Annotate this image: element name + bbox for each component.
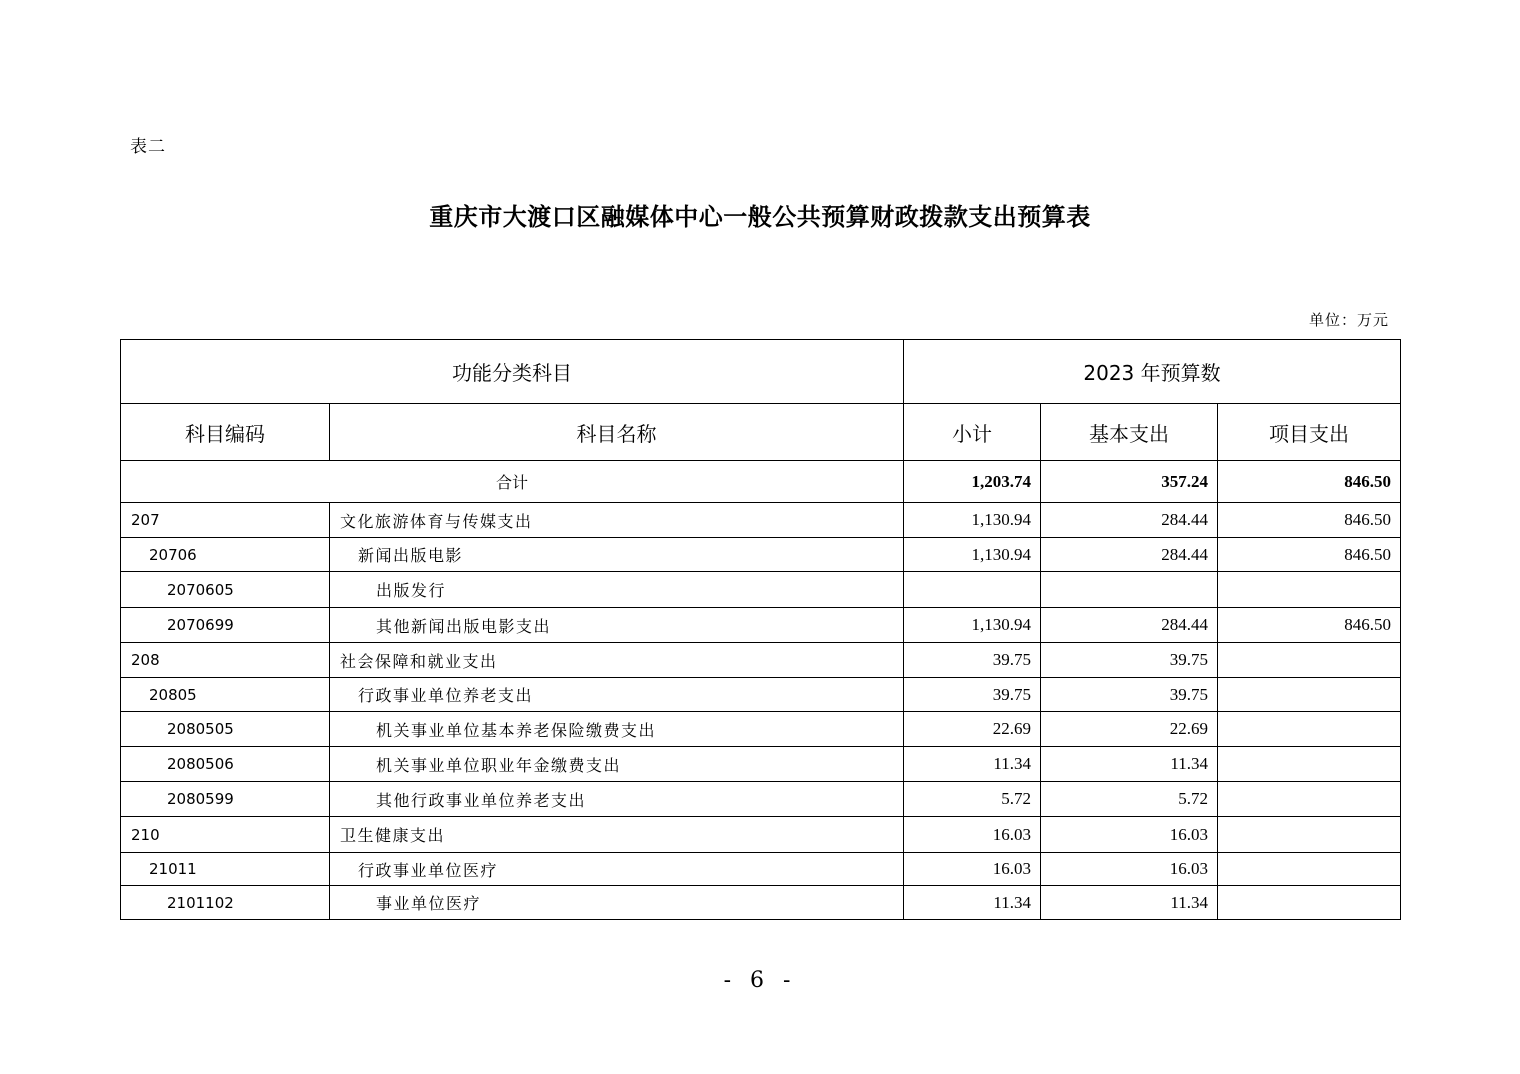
- cell-subtotal: 11.34: [904, 747, 1041, 782]
- cell-name: 出版发行: [330, 572, 904, 608]
- cell-project: [1218, 853, 1401, 886]
- cell-basic: [1041, 572, 1218, 608]
- cell-basic: 11.34: [1041, 886, 1218, 920]
- cell-name: 卫生健康支出: [330, 817, 904, 853]
- cell-subtotal: 22.69: [904, 712, 1041, 747]
- cell-project: [1218, 712, 1401, 747]
- cell-name: 新闻出版电影: [330, 538, 904, 572]
- header-functional-classification: 功能分类科目: [121, 340, 904, 404]
- total-subtotal: 1,203.74: [904, 461, 1041, 503]
- header-row-columns: [121, 404, 1401, 461]
- header-budget-year: 2023 年预算数: [904, 340, 1401, 404]
- cell-project: [1218, 572, 1401, 608]
- cell-basic: 22.69: [1041, 712, 1218, 747]
- cell-code: 20706: [121, 538, 330, 572]
- cell-basic: 16.03: [1041, 853, 1218, 886]
- cell-project: 846.50: [1218, 608, 1401, 643]
- total-label: 合计: [121, 461, 904, 503]
- document-title: 重庆市大渡口区融媒体中心一般公共预算财政拨款支出预算表: [429, 202, 1091, 231]
- cell-project: [1218, 678, 1401, 712]
- cell-subtotal: [904, 572, 1041, 608]
- cell-name: 机关事业单位基本养老保险缴费支出: [330, 712, 904, 747]
- cell-code: 2070699: [121, 608, 330, 643]
- cell-subtotal: 5.72: [904, 782, 1041, 817]
- cell-code: 21011: [121, 853, 330, 886]
- table-row: [121, 747, 1401, 782]
- cell-project: 846.50: [1218, 538, 1401, 572]
- table-row: [121, 608, 1401, 643]
- cell-subtotal: 16.03: [904, 817, 1041, 853]
- total-row: [121, 461, 1401, 503]
- cell-basic: 284.44: [1041, 503, 1218, 538]
- cell-project: [1218, 817, 1401, 853]
- total-basic: 357.24: [1041, 461, 1218, 503]
- cell-basic: 284.44: [1041, 608, 1218, 643]
- cell-code: 210: [121, 817, 330, 853]
- cell-basic: 39.75: [1041, 678, 1218, 712]
- cell-subtotal: 1,130.94: [904, 608, 1041, 643]
- cell-code: 2080599: [121, 782, 330, 817]
- table-label: 表二: [130, 137, 166, 157]
- cell-project: [1218, 643, 1401, 678]
- cell-name: 社会保障和就业支出: [330, 643, 904, 678]
- cell-project: [1218, 747, 1401, 782]
- cell-code: 2101102: [121, 886, 330, 920]
- cell-code: 2070605: [121, 572, 330, 608]
- table-row: [121, 643, 1401, 678]
- cell-name: 事业单位医疗: [330, 886, 904, 920]
- header-row-top: [121, 340, 1401, 404]
- cell-subtotal: 39.75: [904, 643, 1041, 678]
- cell-basic: 39.75: [1041, 643, 1218, 678]
- table-row: [121, 886, 1401, 920]
- table-row: [121, 782, 1401, 817]
- cell-project: [1218, 886, 1401, 920]
- table-row: [121, 503, 1401, 538]
- column-header-code: 科目编码: [121, 404, 330, 461]
- cell-code: 207: [121, 503, 330, 538]
- table-row: [121, 853, 1401, 886]
- column-header-subtotal: 小计: [904, 404, 1041, 461]
- unit-label: 单位：万元: [1308, 311, 1389, 329]
- cell-project: 846.50: [1218, 503, 1401, 538]
- cell-subtotal: 11.34: [904, 886, 1041, 920]
- cell-project: [1218, 782, 1401, 817]
- table-row: [121, 572, 1401, 608]
- total-project: 846.50: [1218, 461, 1401, 503]
- cell-basic: 5.72: [1041, 782, 1218, 817]
- page-number: - 6 -: [723, 968, 797, 993]
- budget-table: [120, 339, 1401, 920]
- table-row: [121, 817, 1401, 853]
- cell-code: 2080506: [121, 747, 330, 782]
- cell-name: 机关事业单位职业年金缴费支出: [330, 747, 904, 782]
- cell-subtotal: 1,130.94: [904, 538, 1041, 572]
- column-header-name: 科目名称: [330, 404, 904, 461]
- cell-name: 行政事业单位养老支出: [330, 678, 904, 712]
- cell-name: 行政事业单位医疗: [330, 853, 904, 886]
- table-row: [121, 712, 1401, 747]
- cell-basic: 16.03: [1041, 817, 1218, 853]
- cell-subtotal: 16.03: [904, 853, 1041, 886]
- cell-subtotal: 1,130.94: [904, 503, 1041, 538]
- cell-subtotal: 39.75: [904, 678, 1041, 712]
- cell-code: 2080505: [121, 712, 330, 747]
- cell-name: 文化旅游体育与传媒支出: [330, 503, 904, 538]
- column-header-project: 项目支出: [1218, 404, 1401, 461]
- cell-code: 208: [121, 643, 330, 678]
- table-row: [121, 538, 1401, 572]
- cell-name: 其他行政事业单位养老支出: [330, 782, 904, 817]
- cell-basic: 284.44: [1041, 538, 1218, 572]
- table-row: [121, 678, 1401, 712]
- cell-code: 20805: [121, 678, 330, 712]
- cell-basic: 11.34: [1041, 747, 1218, 782]
- column-header-basic: 基本支出: [1041, 404, 1218, 461]
- cell-name: 其他新闻出版电影支出: [330, 608, 904, 643]
